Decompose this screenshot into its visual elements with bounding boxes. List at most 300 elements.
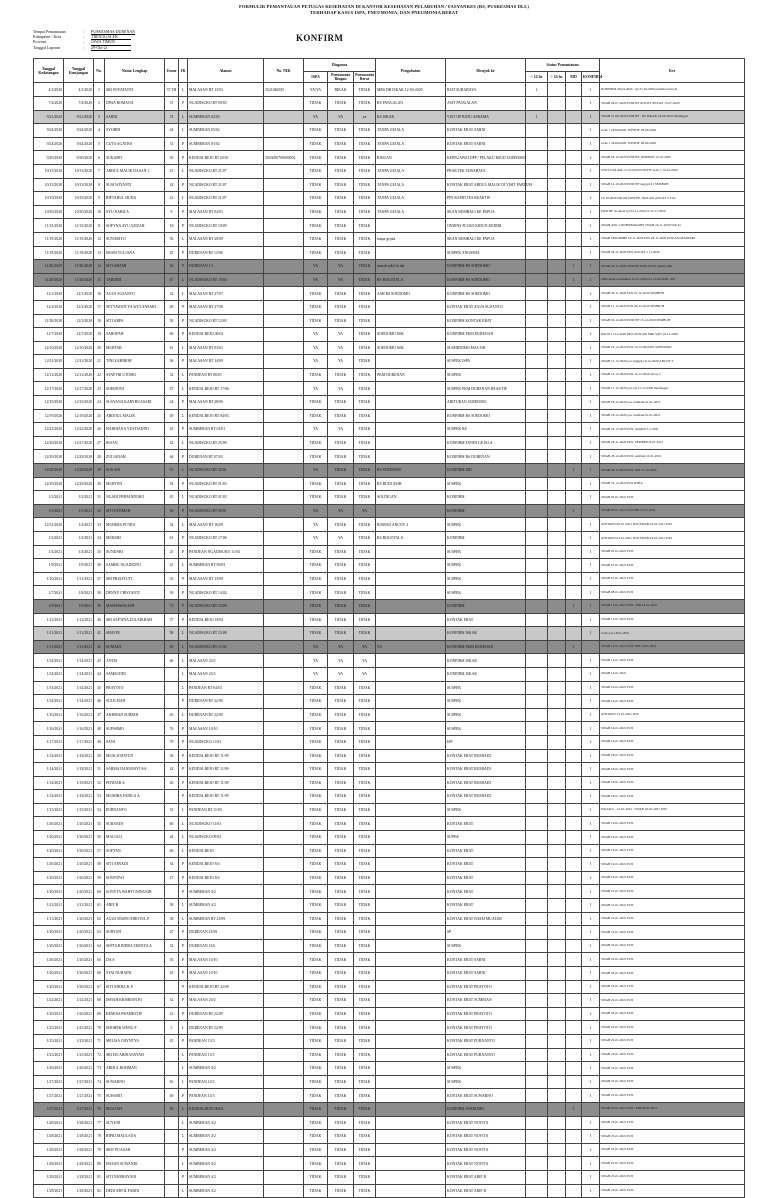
cell-alamat: SUMBERAN 4/2 [188,1184,264,1198]
cell-lt14 [526,368,548,382]
cell-jk: P [179,328,188,342]
cell-pneumonia-berat: TIDAK [354,545,376,559]
cell-lt14 [526,1157,548,1171]
cell-ispa: TIDAK [304,722,328,736]
cell-ispa: TIDAK [304,151,328,165]
table-row [34,355,745,369]
cell-konfirm: 1 [582,899,600,913]
cell-konfirm: 1 [582,1116,600,1130]
cell-jk: P [179,613,188,627]
cell-ispa: TIDAK [304,1143,328,1157]
cell-nik [264,790,304,804]
table-row [34,613,745,627]
table-row [34,980,745,994]
cell-no: 15 [94,273,105,287]
cell-pneumonia-ringan: TIDAK [328,219,354,233]
cell-md [566,858,582,872]
cell-gt14 [548,504,566,518]
cell-no: 50 [94,749,105,763]
cell-pneumonia-ringan: TIDAK [328,450,354,464]
cell-pneumonia-berat: TIDAK [354,83,376,97]
cell-pneumonia-ringan: TIDAK [328,368,354,382]
cell-pneumonia-ringan: TIDAK [328,396,354,410]
cell-ispa: TIDAK [304,436,328,450]
cell-tgl-kedatangan: 1/16/2021 [34,708,64,722]
cell-ket: SWAB 25-01-2021 POS [600,1170,745,1184]
cell-md [566,382,582,396]
cell-tgl-kunjungan: 1/9/2021 [64,599,94,613]
cell-nama: SHOHEB WENG P [105,1021,165,1035]
cell-tgl-kunjungan: 1/21/2021 [64,899,94,913]
cell-dirujuk: KONTAK ERAT BUMIADI [446,790,526,804]
cell-nama: MUHIMA PUTRA [105,518,165,532]
cell-no: 71 [94,1034,105,1048]
table-row [34,341,745,355]
cell-pengobatan [376,654,446,668]
cell-ket: SWAB 21-01-2021 POS [600,899,745,913]
cell-ket: SWAB 26-11-2020 POS ANCOY 2 11-2020 [600,246,745,260]
cell-dirujuk: KONTAK ERAT ABDUL MALIK DI VISIT PARTUM [446,178,526,192]
cell-jk: P [179,477,188,491]
cell-ispa: TIDAK [304,926,328,940]
cell-lt14 [526,817,548,831]
cell-jk: P [179,599,188,613]
cell-jk: L [179,708,188,722]
cell-dirujuk: KONTAK ERAT ARIF B [446,1184,526,1198]
cell-md: 1 [566,504,582,518]
cell-lt14 [526,273,548,287]
cell-jk: L [179,341,188,355]
cell-konfirm: 1 [582,1075,600,1089]
cell-pneumonia-berat: TIDAK [354,695,376,709]
cell-ispa: YA [304,382,328,396]
cell-nama: SITI NURHAYANI [105,1170,165,1184]
cell-gt14 [548,763,566,777]
cell-nama: SARMA DANURAYUSA [105,763,165,777]
cell-jk: L [179,912,188,926]
cell-dirujuk: KONTAK ERAT [446,817,526,831]
cell-pneumonia-berat: TIDAK [354,192,376,206]
cell-md [566,219,582,233]
cell-ket: SWAB 07-01-2021 POS [600,559,745,573]
table-row [34,1157,745,1171]
cell-tgl-kedatangan: 1/27/2021 [34,1089,64,1103]
cell-ispa: TIDAK [304,1130,328,1144]
cell-ispa: TIDAK [304,1021,328,1035]
cell-ket: SWAB 12-01-2021 POS [600,613,745,627]
cell-gt14 [548,545,566,559]
cell-no: 73 [94,1062,105,1076]
cell-no: 70 [94,1021,105,1035]
cell-lt14 [526,355,548,369]
cell-pneumonia-ringan: TIDAK [328,232,354,246]
cell-pneumonia-ringan: TIDAK [328,586,354,600]
cell-pneumonia-ringan: TIDAK [328,1062,354,1076]
cell-gt14 [548,749,566,763]
cell-dirujuk: PRAKTEK SURABAYA [446,164,526,178]
cell-tgl-kunjungan: 9/30/2020 [64,151,94,165]
cell-tgl-kunjungan: 12/29/2020 [64,477,94,491]
cell-md [566,1021,582,1035]
cell-tgl-kunjungan: 1/18/2021 [64,763,94,777]
table-row [34,967,745,981]
cell-no: 29 [94,464,105,478]
table-row [34,137,745,151]
cell-md: 1 [566,640,582,654]
cell-tgl-kunjungan: 1/20/2021 [64,980,94,994]
cell-pneumonia-berat: TIDAK [354,491,376,505]
cell-konfirm [582,640,600,654]
cell-nama: DEDI ARVIL PARDI [105,1184,165,1198]
cell-tgl-kedatangan: 12/29/2020 [34,450,64,464]
cell-nik [264,545,304,559]
table-row [34,1102,745,1116]
cell-nama: SUYUDI [105,1116,165,1130]
cell-tgl-kedatangan: 1/21/2021 [34,899,64,913]
cell-lt14 [526,912,548,926]
cell-tgl-kedatangan: 12/17/2020 [34,382,64,396]
cell-jk: P [179,1170,188,1184]
cell-nik [264,885,304,899]
cell-lt14 [526,640,548,654]
cell-pneumonia-berat: TIDAK [354,722,376,736]
cell-konfirm: 1 [582,763,600,777]
cell-ispa: TIDAK [304,899,328,913]
cell-alamat: NGADISUKO RT 02/01 [188,464,264,478]
cell-gt14 [548,178,566,192]
cell-konfirm: 1 [582,667,600,681]
cell-konfirm: 1 [582,246,600,260]
cell-pneumonia-berat: TIDAK [354,885,376,899]
cell-no: 5 [94,137,105,151]
cell-tgl-kedatangan: 1/28/2021 [34,1170,64,1184]
cell-pengobatan [376,1184,446,1198]
cell-alamat: SUMBERAN 4/2 [188,1143,264,1157]
cell-konfirm: 1 [582,599,600,613]
cell-pneumonia-ringan: TIDAK [328,205,354,219]
cell-alamat: NGADISUKO RT 06/01 [188,504,264,518]
cell-tgl-kedatangan: 4/1/2020 [34,83,64,97]
cell-tgl-kunjungan: 12/7/2020 [64,328,94,342]
meta-separator: : [83,34,85,40]
cell-tgl-kedatangan: 1/14/2021 [34,681,64,695]
cell-dirujuk: KONTAK ERAT SUWARNO [446,1089,526,1103]
cell-tgl-kunjungan: 1/27/2021 [64,1102,94,1116]
table-row [34,1048,745,1062]
cell-ket: SWAB 22-01-2021 POS [600,953,745,967]
cell-pneumonia-ringan: TIDAK [328,790,354,804]
cell-alamat: PANDEAN RT 04/03 [188,681,264,695]
cell-ispa: TIDAK [304,396,328,410]
cell-pneumonia-ringan: TIDAK [328,885,354,899]
cell-nama: SONYTA WAHYUNINGSIH [105,885,165,899]
cell-md [566,178,582,192]
cell-umur: 23 [165,164,179,178]
cell-md [566,287,582,301]
cell-gt14 [548,1116,566,1130]
cell-nik [264,1034,304,1048]
cell-pneumonia-ringan: TIDAK [328,151,354,165]
cell-alamat: NGADISUKO RT 09/03 [188,97,264,111]
cell-ket: SWAB 21-01-2021 POS [600,885,745,899]
table-row [34,817,745,831]
cell-pneumonia-berat: TIDAK [354,396,376,410]
cell-pneumonia-berat: TIDAK [354,627,376,641]
cell-jk: P [179,763,188,777]
cell-md [566,912,582,926]
cell-nama: TARDIDI [105,273,165,287]
cell-pneumonia-ringan: TIDAK [328,300,354,314]
cell-konfirm: 1 [582,994,600,1008]
cell-lt14 [526,572,548,586]
cell-tgl-kunjungan: 12/19/2020 [64,396,94,410]
cell-konfirm: 1 [582,110,600,124]
cell-jk: L [179,464,188,478]
cell-gt14 [548,300,566,314]
cell-alamat: NGADISUKO RT 17/06 [188,532,264,546]
cell-dirujuk: KONTAK ERAT SUMBIAN [446,994,526,1008]
cell-nik [264,831,304,845]
cell-konfirm: 1 [582,1034,600,1048]
cell-alamat: MALASAN RT 13/03 [188,83,264,97]
cell-ispa: TIDAK [304,613,328,627]
cell-ispa: TIDAK [304,939,328,953]
cell-ispa: TIDAK [304,858,328,872]
cell-pneumonia-berat: TIDAK [354,1116,376,1130]
cell-pneumonia-berat: TIDAK [354,450,376,464]
cell-nik [264,599,304,613]
cell-md [566,328,582,342]
cell-pengobatan: tanpa gejala [376,232,446,246]
cell-alamat: SUMBERAN RT 09/03 [188,559,264,573]
cell-umur [165,1130,179,1144]
cell-pneumonia-ringan: TIDAK [328,287,354,301]
cell-pneumonia-berat: TIDAK [354,572,376,586]
cell-pengobatan [376,599,446,613]
cell-ispa: YA [304,355,328,369]
cell-nik [264,110,304,124]
cell-nik [264,518,304,532]
cell-ket: SWAB 21-01-2021 POS [600,912,745,926]
cell-nik [264,613,304,627]
cell-ispa: TIDAK [304,409,328,423]
cell-md [566,817,582,831]
table-row [34,599,745,613]
cell-pneumonia-berat: TIDAK [354,1170,376,1184]
cell-lt14 [526,763,548,777]
cell-dirujuk: SUSPEK [446,1075,526,1089]
cell-tgl-kedatangan: 1/14/2021 [34,654,64,668]
cell-jk: L [179,192,188,206]
cell-pneumonia-ringan: YA [328,504,354,518]
cell-umur: 42 [165,436,179,450]
cell-gt14 [548,708,566,722]
cell-nama: SITI ADIBA R. P [105,980,165,994]
cell-gt14 [548,518,566,532]
cell-alamat: MALASAN RT 04/01 [188,205,264,219]
cell-dirujuk: SUSPEK ISPA [446,355,526,369]
cell-konfirm: 1 [582,817,600,831]
cell-alamat: NGADISUKO RT 25/09 [188,436,264,450]
cell-jk: L [179,899,188,913]
cell-no: 33 [94,518,105,532]
cell-tgl-kedatangan: 1/27/2021 [34,1102,64,1116]
cell-ispa: YA [304,423,328,437]
table-row [34,164,745,178]
cell-nik: 3521046505 [264,83,304,97]
cell-no: 2 [94,97,105,111]
cell-pengobatan [376,899,446,913]
cell-nik [264,232,304,246]
cell-nik [264,1048,304,1062]
cell-nik [264,328,304,342]
cell-pneumonia-ringan: TIDAK [328,1130,354,1144]
cell-pneumonia-berat: TIDAK [354,858,376,872]
cell-tgl-kunjungan: 1/28/2021 [64,1116,94,1130]
cell-nik [264,368,304,382]
cell-dirujuk: KONTAK ERAT [446,899,526,913]
cell-ket: SWAB 25-01-2021 POS [600,1130,745,1144]
cell-lt14 [526,749,548,763]
cell-pengobatan [376,994,446,1008]
cell-alamat: KENDALREJO RT 02/01 [188,151,264,165]
cell-konfirm: 1 [582,871,600,885]
cell-gt14 [548,491,566,505]
cell-nama: RIFTAHUL HUDA [105,192,165,206]
cell-ket: SWAB 14-01-2021 [600,667,745,681]
cell-umur: 44 [165,831,179,845]
cell-lt14 [526,151,548,165]
cell-ispa: TIDAK [304,572,328,586]
form-title-line1: FORMULIR PEMANTAUAN PETUGAS KESEHATAN DI KANTOR KESEHATAN PELABUHAN / FASYANKES (RS, PUSKESMAS DLL) [238,4,530,9]
cell-pneumonia-berat: TIDAK [354,1075,376,1089]
cell-konfirm: 1 [582,749,600,763]
cell-md [566,559,582,573]
cell-nik [264,1075,304,1089]
cell-alamat: NGADISUKO RT 21/07 [188,164,264,178]
cell-gt14 [548,803,566,817]
cell-nama: DIWA ROMANA [105,97,165,111]
cell-gt14 [548,232,566,246]
cell-ket: SWAB 10-12-2020 POS 10-12-2020 RS SOEDOMO [600,341,745,355]
cell-umur: 40 [165,844,179,858]
cell-konfirm: 1 [582,572,600,586]
cell-dirujuk: KONTAK ERAT PURNANTO [446,1048,526,1062]
cell-no: 7 [94,164,105,178]
cell-lt14 [526,627,548,641]
cell-nama: SYAFTRI UTOMO [105,368,165,382]
cell-lt14 [526,599,548,613]
cell-nama: ZULIANAH [105,450,165,464]
cell-tgl-kedatangan: 1/14/2021 [34,763,64,777]
col-jk: JK [179,59,188,83]
cell-alamat: KENDALREJO 06/02 [188,328,264,342]
cell-konfirm: 1 [582,790,600,804]
cell-gt14 [548,1102,566,1116]
cell-konfirm [582,1102,600,1116]
cell-lt14 [526,1170,548,1184]
cell-tgl-kunjungan: 10/19/2020 [64,192,94,206]
cell-ket: SWAB 22-01-2021 POS [600,939,745,953]
table-row [34,368,745,382]
meta-value: JAWA TIMUR [91,39,131,45]
cell-gt14 [548,735,566,749]
cell-umur: 64 [165,450,179,464]
cell-ispa: TIDAK [304,450,328,464]
cell-ispa: TIDAK [304,1089,328,1103]
cell-ket: SWAB 28-12-2020 POS. MD 31-12-2020 [600,464,745,478]
cell-tgl-kedatangan: 1/17/2021 [34,735,64,749]
cell-md [566,1034,582,1048]
cell-ket: SWAB 14-10-2020 POSITIF tanggal 21 SEMBUH [600,178,745,192]
cell-jk: P [179,504,188,518]
cell-ket: SWAB 18-01-2021 POS [600,749,745,763]
cell-md [566,1157,582,1171]
cell-konfirm: 1 [582,423,600,437]
cell-nama: MUSLICHATUN [105,749,165,763]
cell-md [566,735,582,749]
cell-jk: P [179,722,188,736]
cell-jk: P [179,314,188,328]
cell-gt14 [548,246,566,260]
cell-tgl-kunjungan: 1/28/2021 [64,1157,94,1171]
cell-lt14 [526,1143,548,1157]
cell-tgl-kedatangan: 1/28/2021 [34,1130,64,1144]
cell-md [566,110,582,124]
cell-nik [264,246,304,260]
cell-lt14 [526,328,548,342]
cell-pneumonia-berat: TIDAK [354,1143,376,1157]
cell-dirujuk: KONFIRM RS SOEDOMO [446,260,526,274]
cell-nama: IKSAN [105,436,165,450]
cell-ket: SWAB 25-01-2021 POS [600,1184,745,1198]
cell-gt14 [548,640,566,654]
cell-nama: TINI ZAHIROH [105,355,165,369]
cell-lt14 [526,803,548,817]
cell-pengobatan [376,219,446,233]
cell-ispa: TIDAK [304,1007,328,1021]
cell-tgl-kedatangan: 1/7/2021 [34,586,64,600]
cell-nik [264,464,304,478]
cell-umur: 78 [165,735,179,749]
cell-jk: L [179,110,188,124]
cell-jk: P [179,586,188,600]
cell-ispa: TIDAK [304,559,328,573]
cell-jk: P [179,994,188,1008]
cell-tgl-kedatangan: 11/19/2020 [34,246,64,260]
table-row [34,232,745,246]
cell-lt14 [526,722,548,736]
cell-ket: SWAB 25-01-2021 POS [600,1075,745,1089]
cell-ispa: YA [304,341,328,355]
cell-pneumonia-ringan: TIDAK [328,1007,354,1021]
cell-jk: P [179,926,188,940]
cell-tgl-kedatangan: 7/4/2020 [34,97,64,111]
cell-pneumonia-berat: TIDAK [354,382,376,396]
cell-tgl-kedatangan: 1/28/2021 [34,1184,64,1198]
cell-ispa: TIDAK [304,708,328,722]
cell-gt14 [548,436,566,450]
cell-ket: SWAB 19-01-2021 POS [600,831,745,845]
cell-tgl-kedatangan: 12/12/2020 [34,368,64,382]
cell-pneumonia-ringan: YA [328,110,354,124]
cell-ispa: TIDAK [304,246,328,260]
cell-ket: SWAB 25-01-2021 POS [600,1116,745,1130]
cell-konfirm: 1 [582,382,600,396]
cell-no: 21 [94,355,105,369]
cell-pneumonia-berat: TIDAK [354,1048,376,1062]
cell-pneumonia-berat: TIDAK [354,994,376,1008]
